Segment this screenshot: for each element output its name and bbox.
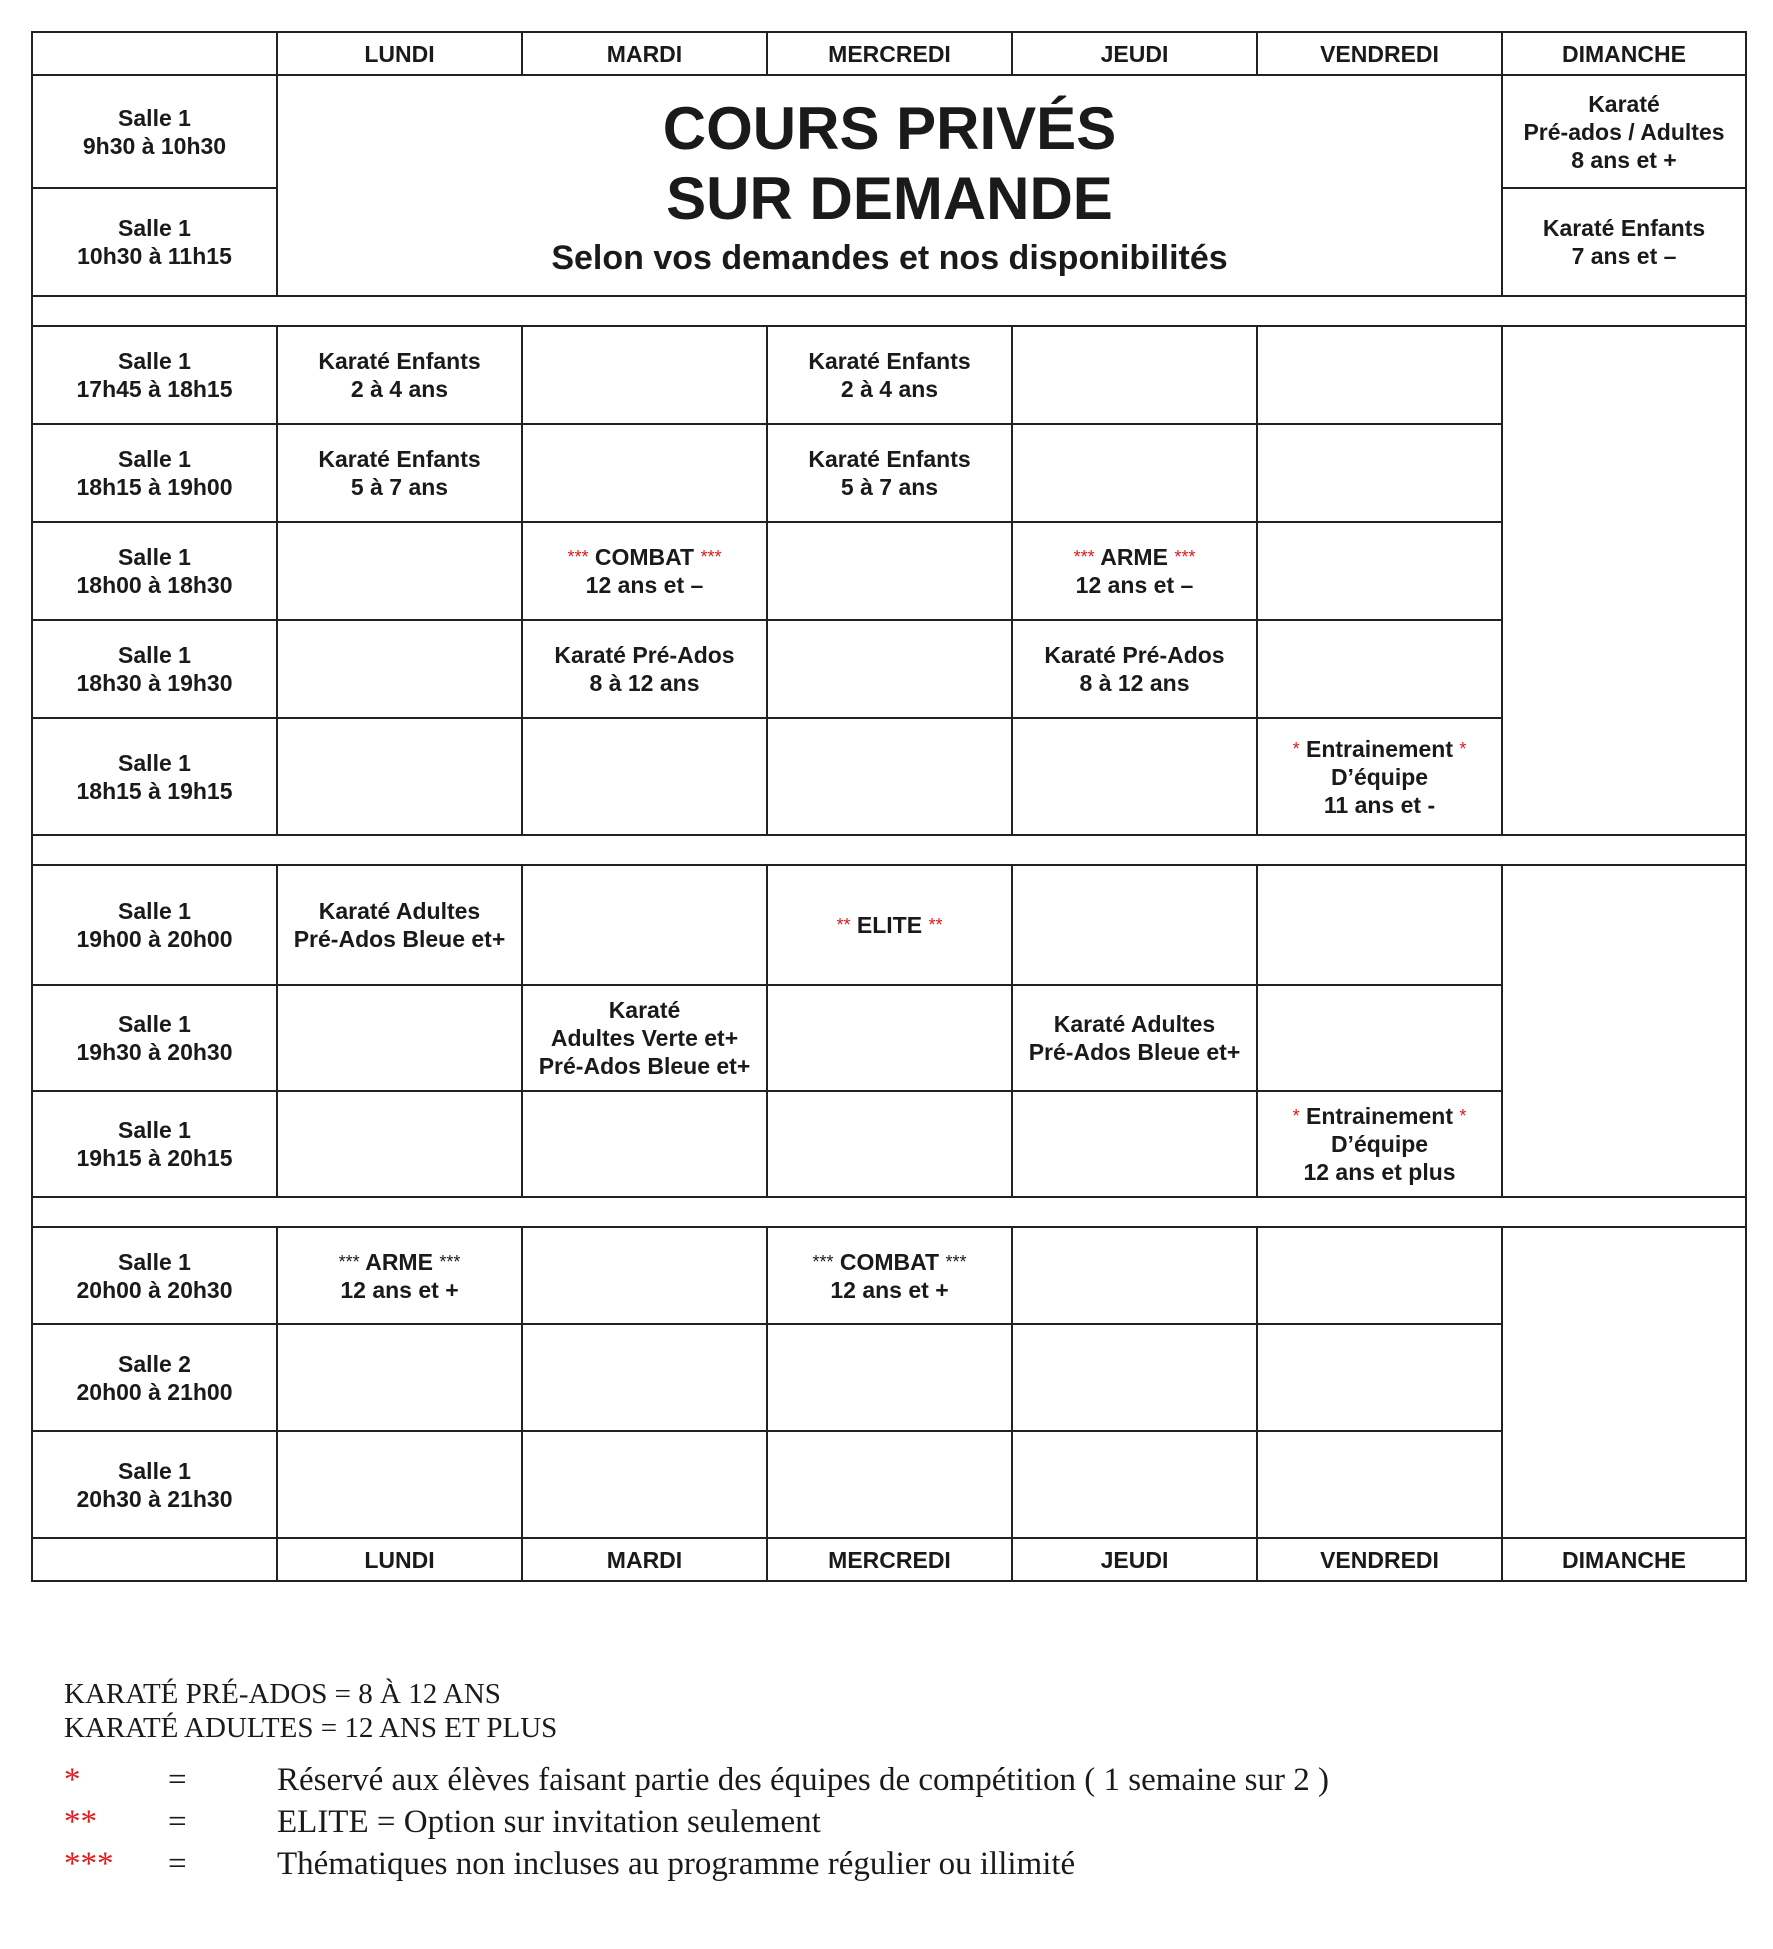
class-line: 12 ans et – bbox=[585, 572, 704, 598]
table-row bbox=[32, 1091, 1746, 1197]
class-cell bbox=[522, 620, 767, 718]
empty-cell bbox=[522, 1227, 767, 1324]
empty-cell bbox=[1257, 326, 1502, 424]
table-row bbox=[32, 1324, 1746, 1431]
empty-cell bbox=[1012, 424, 1257, 522]
class-line bbox=[772, 1248, 1007, 1276]
empty-cell bbox=[767, 1091, 1012, 1197]
empty-cell bbox=[1012, 326, 1257, 424]
empty-cell bbox=[767, 985, 1012, 1091]
day-header-vendredi: VENDREDI bbox=[1257, 32, 1502, 75]
empty-cell bbox=[522, 326, 767, 424]
class-cell bbox=[277, 424, 522, 522]
time-label: 20h30 à 21h30 bbox=[76, 1485, 233, 1512]
day-footer-dimanche: DIMANCHE bbox=[1502, 1538, 1746, 1581]
empty-cell bbox=[1257, 865, 1502, 985]
empty-cell bbox=[767, 522, 1012, 620]
time-slot bbox=[32, 75, 277, 188]
empty-cell bbox=[1257, 1227, 1502, 1324]
empty-cell bbox=[1257, 424, 1502, 522]
empty-cell bbox=[1257, 620, 1502, 718]
class-cell bbox=[522, 522, 767, 620]
time-slot bbox=[32, 522, 277, 620]
class-line bbox=[772, 911, 1007, 939]
room-label: Salle 1 bbox=[118, 898, 191, 924]
legend-symbol: *** bbox=[64, 1846, 114, 1882]
empty-cell bbox=[1012, 718, 1257, 835]
separator-row bbox=[32, 296, 1746, 326]
legend-symbol: * bbox=[64, 1762, 81, 1798]
class-name: ARME bbox=[365, 1248, 433, 1275]
time-label: 19h00 à 20h00 bbox=[76, 926, 233, 952]
class-cell bbox=[767, 424, 1012, 522]
table-row bbox=[32, 424, 1746, 522]
class-line: Karaté Enfants bbox=[1542, 215, 1706, 241]
class-line: Karaté Enfants bbox=[318, 348, 481, 374]
room-label: Salle 1 bbox=[118, 1117, 191, 1143]
class-line: 2 à 4 ans bbox=[840, 376, 939, 402]
sunday-empty-block bbox=[1502, 865, 1746, 1197]
class-line: Karaté Adultes bbox=[1053, 1011, 1216, 1037]
sunday-empty-block bbox=[1502, 326, 1746, 835]
class-line: Karaté Enfants bbox=[808, 446, 971, 472]
room-label: Salle 1 bbox=[118, 215, 191, 241]
empty-cell bbox=[767, 1431, 1012, 1538]
class-cell bbox=[522, 985, 767, 1091]
legend-text: ELITE = Option sur invitation seulement bbox=[277, 1804, 821, 1840]
star-marker: ** bbox=[928, 915, 943, 935]
time-label: 18h15 à 19h00 bbox=[76, 474, 233, 500]
empty-cell bbox=[1257, 985, 1502, 1091]
legend-text: Réservé aux élèves faisant partie des équipes de compétition ( 1 semaine sur 2 ) bbox=[277, 1762, 1329, 1798]
table-row bbox=[32, 75, 1746, 188]
day-footer-lundi: LUNDI bbox=[277, 1538, 522, 1581]
time-slot bbox=[32, 865, 277, 985]
class-name: Entrainement bbox=[1306, 1103, 1453, 1129]
class-name: ARME bbox=[1100, 544, 1168, 570]
empty-cell bbox=[767, 718, 1012, 835]
star-marker: * bbox=[1459, 738, 1467, 759]
time-slot bbox=[32, 1324, 277, 1431]
room-label: Salle 1 bbox=[118, 1457, 191, 1484]
star-marker: *** bbox=[700, 547, 722, 567]
class-line: Karaté Pré-Ados bbox=[1044, 642, 1225, 668]
empty-cell bbox=[1012, 1324, 1257, 1431]
empty-cell bbox=[522, 718, 767, 835]
class-line: 12 ans et + bbox=[830, 1276, 949, 1303]
time-label: 20h00 à 20h30 bbox=[76, 1276, 233, 1303]
time-label: 18h00 à 18h30 bbox=[76, 572, 233, 598]
legend-equals: = bbox=[168, 1762, 187, 1798]
class-cell bbox=[767, 1227, 1012, 1324]
class-line bbox=[1262, 735, 1497, 763]
class-cell bbox=[1012, 985, 1257, 1091]
room-label: Salle 1 bbox=[118, 1248, 191, 1275]
time-label: 18h15 à 19h15 bbox=[76, 777, 233, 804]
room-label: Salle 2 bbox=[118, 1350, 191, 1377]
empty-cell bbox=[522, 865, 767, 985]
legend-definition-adultes: KARATÉ ADULTES = 12 ANS ET PLUS bbox=[64, 1712, 558, 1744]
time-label: 20h00 à 21h00 bbox=[76, 1378, 233, 1405]
class-line: 12 ans et + bbox=[340, 1276, 459, 1303]
class-cell bbox=[767, 865, 1012, 985]
empty-cell bbox=[522, 424, 767, 522]
star-marker: *** bbox=[812, 1251, 834, 1272]
class-cell bbox=[1257, 1091, 1502, 1197]
legend-symbol: ** bbox=[64, 1804, 97, 1840]
empty-cell bbox=[277, 1091, 522, 1197]
class-line: Karaté bbox=[608, 997, 681, 1023]
table-row bbox=[32, 1227, 1746, 1324]
class-line: Karaté Enfants bbox=[808, 348, 971, 374]
time-label: 9h30 à 10h30 bbox=[82, 132, 227, 159]
day-footer-mercredi: MERCREDI bbox=[767, 1538, 1012, 1581]
empty-cell bbox=[767, 620, 1012, 718]
time-label: 17h45 à 18h15 bbox=[76, 376, 233, 402]
table-row bbox=[32, 865, 1746, 985]
class-cell bbox=[1012, 620, 1257, 718]
class-line: Pré-Ados Bleue et+ bbox=[538, 1053, 751, 1079]
time-slot bbox=[32, 718, 277, 835]
room-label: Salle 1 bbox=[118, 1011, 191, 1037]
banner-subtitle: Selon vos demandes et nos disponibilités bbox=[551, 238, 1228, 277]
empty-cell bbox=[522, 1324, 767, 1431]
empty-cell bbox=[1012, 865, 1257, 985]
star-marker: ** bbox=[836, 915, 851, 935]
class-line: 5 à 7 ans bbox=[350, 474, 449, 500]
corner-cell bbox=[32, 32, 277, 75]
class-line bbox=[1262, 1102, 1497, 1130]
day-header-dimanche: DIMANCHE bbox=[1502, 32, 1746, 75]
time-slot bbox=[32, 620, 277, 718]
class-line bbox=[1017, 543, 1252, 571]
class-line: 11 ans et - bbox=[1323, 791, 1436, 818]
time-label: 19h15 à 20h15 bbox=[76, 1145, 233, 1171]
class-line: 5 à 7 ans bbox=[840, 474, 939, 500]
class-cell bbox=[1257, 718, 1502, 835]
day-header-mercredi: MERCREDI bbox=[767, 32, 1012, 75]
empty-cell bbox=[1012, 1091, 1257, 1197]
footer-row bbox=[32, 1538, 1746, 1581]
separator bbox=[32, 835, 1746, 865]
table-row bbox=[32, 1431, 1746, 1538]
day-header-mardi: MARDI bbox=[522, 32, 767, 75]
room-label: Salle 1 bbox=[118, 446, 191, 472]
time-slot bbox=[32, 1431, 277, 1538]
star-marker: *** bbox=[439, 1251, 461, 1272]
class-cell bbox=[767, 326, 1012, 424]
class-cell bbox=[1502, 75, 1746, 188]
star-marker: *** bbox=[567, 547, 589, 567]
star-marker: *** bbox=[1174, 547, 1196, 567]
time-slot bbox=[32, 1227, 277, 1324]
header-row bbox=[32, 32, 1746, 75]
class-cell bbox=[1012, 522, 1257, 620]
room-label: Salle 1 bbox=[118, 544, 191, 570]
class-line: D’équipe bbox=[1330, 1131, 1429, 1157]
star-marker: *** bbox=[338, 1251, 360, 1272]
class-line: Karaté Pré-Ados bbox=[554, 642, 735, 668]
empty-cell bbox=[522, 1431, 767, 1538]
time-label: 19h30 à 20h30 bbox=[76, 1039, 233, 1065]
class-line: 7 ans et – bbox=[1571, 243, 1677, 269]
class-name: COMBAT bbox=[594, 544, 695, 570]
class-line: 8 à 12 ans bbox=[1079, 670, 1190, 696]
class-cell bbox=[1502, 188, 1746, 296]
class-name: COMBAT bbox=[839, 1248, 940, 1275]
star-marker: * bbox=[1459, 1106, 1467, 1126]
time-label: 10h30 à 11h15 bbox=[77, 243, 232, 269]
banner-title-line2: SUR DEMANDE bbox=[666, 164, 1113, 232]
schedule-table bbox=[31, 31, 1747, 1582]
class-line: 12 ans et – bbox=[1075, 572, 1194, 598]
empty-cell bbox=[277, 985, 522, 1091]
class-cell bbox=[277, 326, 522, 424]
separator-row bbox=[32, 1197, 1746, 1227]
legend-equals: = bbox=[168, 1846, 187, 1882]
class-line: Karaté bbox=[1588, 90, 1660, 117]
star-marker: * bbox=[1292, 738, 1300, 759]
star-marker: *** bbox=[1073, 547, 1095, 567]
empty-cell bbox=[522, 1091, 767, 1197]
class-name: Entrainement bbox=[1306, 735, 1453, 762]
time-label: 18h30 à 19h30 bbox=[76, 670, 233, 696]
time-slot bbox=[32, 424, 277, 522]
class-line bbox=[527, 543, 762, 571]
room-label: Salle 1 bbox=[118, 104, 191, 131]
class-line: Pré-Ados Bleue et+ bbox=[293, 926, 506, 952]
class-line bbox=[282, 1248, 517, 1276]
legend-definition-preados: KARATÉ PRÉ-ADOS = 8 À 12 ANS bbox=[64, 1678, 501, 1710]
star-marker: *** bbox=[945, 1251, 967, 1272]
empty-cell bbox=[277, 1431, 522, 1538]
class-line: 8 ans et + bbox=[1571, 146, 1677, 173]
time-slot bbox=[32, 985, 277, 1091]
class-line: D’équipe bbox=[1330, 763, 1429, 790]
empty-cell bbox=[1012, 1227, 1257, 1324]
table-row bbox=[32, 985, 1746, 1091]
class-line: Karaté Adultes bbox=[318, 898, 481, 924]
separator-row bbox=[32, 835, 1746, 865]
separator bbox=[32, 1197, 1746, 1227]
class-line: 12 ans et plus bbox=[1303, 1159, 1456, 1185]
class-line: 2 à 4 ans bbox=[350, 376, 449, 402]
private-lessons-banner bbox=[277, 75, 1502, 296]
empty-cell bbox=[1257, 1431, 1502, 1538]
time-slot bbox=[32, 326, 277, 424]
class-line: Pré-Ados Bleue et+ bbox=[1028, 1039, 1241, 1065]
empty-cell bbox=[1257, 522, 1502, 620]
room-label: Salle 1 bbox=[118, 348, 191, 374]
day-footer-jeudi: JEUDI bbox=[1012, 1538, 1257, 1581]
empty-cell bbox=[1012, 1431, 1257, 1538]
star-marker: * bbox=[1292, 1106, 1300, 1126]
room-label: Salle 1 bbox=[118, 642, 191, 668]
room-label: Salle 1 bbox=[118, 749, 191, 776]
class-cell bbox=[277, 1227, 522, 1324]
table-row bbox=[32, 620, 1746, 718]
empty-cell bbox=[277, 620, 522, 718]
class-line: Pré-ados / Adultes bbox=[1523, 118, 1725, 145]
sunday-empty-block bbox=[1502, 1227, 1746, 1538]
day-footer-vendredi: VENDREDI bbox=[1257, 1538, 1502, 1581]
corner-cell bbox=[32, 1538, 277, 1581]
time-slot bbox=[32, 1091, 277, 1197]
separator bbox=[32, 296, 1746, 326]
time-slot bbox=[32, 188, 277, 296]
table-row bbox=[32, 522, 1746, 620]
class-line: 8 à 12 ans bbox=[589, 670, 700, 696]
legend-text: Thématiques non incluses au programme régulier ou illimité bbox=[277, 1846, 1076, 1882]
class-line: Karaté Enfants bbox=[318, 446, 481, 472]
empty-cell bbox=[1257, 1324, 1502, 1431]
day-header-lundi: LUNDI bbox=[277, 32, 522, 75]
banner-title-line1: COURS PRIVÉS bbox=[662, 94, 1117, 162]
class-line: Adultes Verte et+ bbox=[550, 1025, 739, 1051]
day-footer-mardi: MARDI bbox=[522, 1538, 767, 1581]
empty-cell bbox=[277, 522, 522, 620]
empty-cell bbox=[277, 1324, 522, 1431]
class-name: ELITE bbox=[856, 912, 923, 938]
table-row bbox=[32, 326, 1746, 424]
empty-cell bbox=[767, 1324, 1012, 1431]
legend-equals: = bbox=[168, 1804, 187, 1840]
empty-cell bbox=[277, 718, 522, 835]
table-row bbox=[32, 718, 1746, 835]
day-header-jeudi: JEUDI bbox=[1012, 32, 1257, 75]
class-cell bbox=[277, 865, 522, 985]
